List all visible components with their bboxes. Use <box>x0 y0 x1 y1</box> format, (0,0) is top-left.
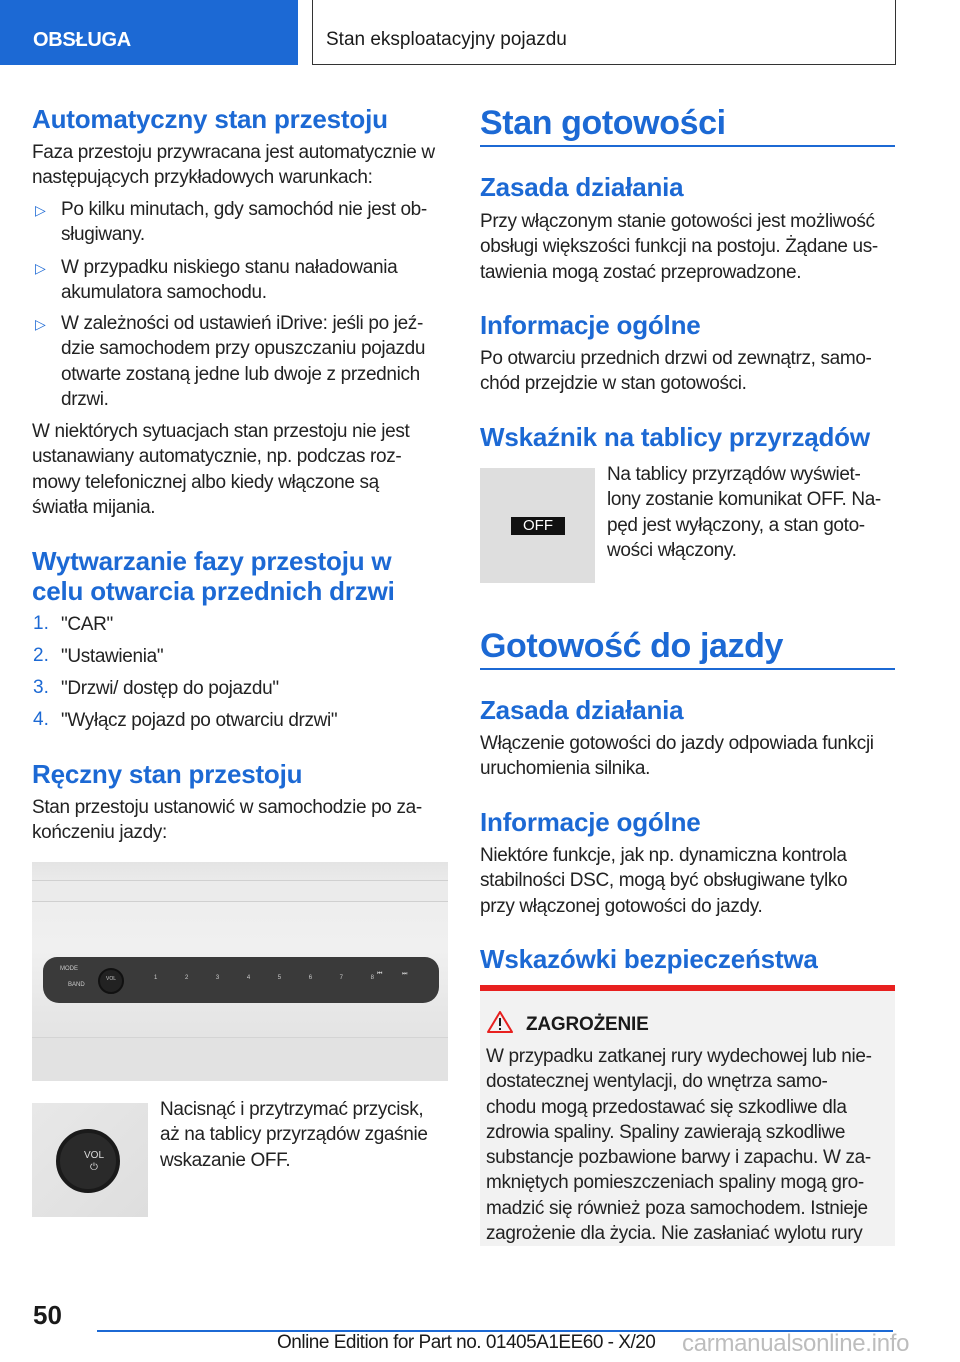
text-line: kończeniu jazdy: <box>32 822 167 844</box>
text-line: Po kilku minutach, gdy samochód nie jest ob- <box>61 199 427 220</box>
step-number: 2. <box>33 645 49 666</box>
preset-button: 5 <box>277 975 282 981</box>
heading-drive-ready: Gotowość do jazdy <box>480 627 784 665</box>
text-line: dzie samochodem przy opuszczaniu pojazdu <box>61 338 426 360</box>
text-line: zdrowia spaliny. Spaliny zawierają szkodliwe <box>486 1121 846 1143</box>
text-line: tawienia mogą zostać przeprowadzone. <box>480 261 802 283</box>
vol-label: VOL ⏻ <box>84 1150 105 1173</box>
text-line: chodu mogą przedostawać się szkodliwe dla <box>486 1096 847 1118</box>
text-line: Włączenie gotowości do jazdy odpowiada funkcji <box>480 733 874 754</box>
next-track-icon: ⏭ <box>402 971 408 977</box>
watermark: carmanualsonline.info <box>682 1330 910 1357</box>
text-line: W zależności od ustawień iDrive: jeśli po jeź- <box>61 313 423 334</box>
text-line: Po otwarciu przednich drzwi od zewnątrz, samo- <box>480 348 872 369</box>
text-line: Niektóre funkcje, jak np. dynamiczna kontrola <box>480 845 847 866</box>
heading-safety: Wskazówki bezpieczeństwa <box>480 944 818 974</box>
heading-door-standby <box>32 546 395 606</box>
preset-button: 3 <box>215 975 220 981</box>
section-tab <box>0 0 298 65</box>
text-line: madzić się również poza samochodem. Istnieje <box>486 1197 868 1219</box>
text-line: celu otwarcia przednich drzwi <box>32 576 395 606</box>
preset-button: 8 <box>370 975 374 981</box>
text-line: wości włączony. <box>607 539 737 561</box>
text-line: zagrożenie dla życia. Nie zasłaniać wylotu rury <box>486 1223 863 1245</box>
step-text: "Drzwi/ dostęp do pojazdu" <box>61 678 279 699</box>
para-some-situations <box>32 419 409 520</box>
preset-button: 6 <box>308 975 313 981</box>
bullet-item <box>61 197 427 248</box>
heading-standby: Stan gotowości <box>480 104 726 142</box>
text-line: substancje pozbawione barwy i zapachu. W za- <box>486 1147 871 1169</box>
text-line: stabilności DSC, mogą być obsługiwane tylko <box>480 870 848 892</box>
text-line: mowy telefonicznej albo kiedy włączone są <box>32 471 379 493</box>
preset-buttons <box>154 975 374 981</box>
text-line: światła mijania. <box>32 496 156 518</box>
chapter-title: Stan eksploatacyjny pojazdu <box>326 29 567 50</box>
warning-triangle-icon <box>487 1011 513 1033</box>
para-general <box>480 346 872 397</box>
bullet-icon: ▷ <box>35 260 46 276</box>
warning-title: ZAGROŻENIE <box>526 1014 649 1035</box>
step-number: 1. <box>33 613 49 634</box>
text-line: Przy włączonym stanie gotowości jest możliwość <box>480 211 875 232</box>
text-line: Stan przestoju ustanowić w samochodzie po za- <box>32 797 422 818</box>
mode-label: MODE <box>60 966 78 972</box>
heading-principle: Zasada działania <box>480 695 684 725</box>
step-number: 4. <box>33 709 49 730</box>
step-text: "CAR" <box>61 614 113 635</box>
text-line: Nacisnąć i przytrzymać przycisk, <box>160 1099 424 1120</box>
bullet-item <box>61 311 425 412</box>
band-label: BAND <box>68 982 85 988</box>
text-line: sługiwany. <box>61 224 145 246</box>
text-line: uruchomienia silnika. <box>480 758 651 780</box>
divider <box>480 145 895 147</box>
para-indicator <box>607 462 881 563</box>
text-line: chód przejdzie w stan gotowości. <box>480 373 747 395</box>
divider <box>480 668 895 670</box>
step-text: "Wyłącz pojazd po otwarciu drzwi" <box>61 710 338 731</box>
para-manual <box>32 795 422 846</box>
text-line: wskazanie OFF. <box>160 1149 291 1171</box>
text-line: lony zostanie komunikat OFF. Na- <box>607 489 881 511</box>
text-line: W przypadku niskiego stanu naładowania <box>61 257 398 278</box>
vol-button-image <box>32 1103 148 1217</box>
page-number: 50 <box>33 1300 62 1330</box>
text-line: aż na tablicy przyrządów zgaśnie <box>160 1124 428 1146</box>
heading-principle: Zasada działania <box>480 172 684 202</box>
text-line: Wytwarzanie fazy przestoju w <box>32 546 392 576</box>
preset-button: 2 <box>184 975 189 981</box>
step-number: 3. <box>33 677 49 698</box>
text-line: W przypadku zatkanej rury wydechowej lub nie- <box>486 1046 872 1067</box>
para-principle <box>480 731 874 782</box>
bullet-item <box>61 255 397 306</box>
text-line: W niektórych sytuacjach stan przestoju nie jest <box>32 421 410 442</box>
bullet-icon: ▷ <box>35 202 46 218</box>
text-line: obsługi większości funkcji na postoju. Żądane us- <box>480 236 878 258</box>
text-line: następujących przykładowych warunkach: <box>32 167 373 189</box>
heading-general: Informacje ogólne <box>480 807 701 837</box>
control-panel-image <box>32 862 448 1081</box>
text-line: drzwi. <box>61 388 109 410</box>
text-line: mkniętych pomieszczeniach spaliny mogą gro- <box>486 1172 864 1194</box>
preset-button: 4 <box>246 975 251 981</box>
text-line: Faza przestoju przywracana jest automatycznie w <box>32 142 435 163</box>
bullet-icon: ▷ <box>35 316 46 332</box>
off-badge: OFF <box>511 517 565 535</box>
text-line: Na tablicy przyrządów wyświet- <box>607 464 861 485</box>
heading-general: Informacje ogólne <box>480 310 701 340</box>
section-title: OBSŁUGA <box>33 29 131 51</box>
prev-track-icon: ⏮ <box>377 971 383 977</box>
heading-manual-standby: Ręczny stan przestoju <box>32 759 303 789</box>
preset-button: 1 <box>154 975 158 981</box>
text-line: pęd jest wyłączony, a stan goto- <box>607 514 865 536</box>
para-general <box>480 843 847 919</box>
text-line: otwarte zostaną jedne lub dwoje z przednich <box>61 363 420 385</box>
warning-text <box>486 1044 872 1246</box>
para-press <box>160 1097 428 1173</box>
off-indicator-image <box>480 468 595 583</box>
chapter-header <box>312 0 896 65</box>
edition-text: Online Edition for Part no. 01405A1EE60 - X/20 <box>277 1332 656 1353</box>
vol-knob: VOL <box>98 968 124 994</box>
text-line: akumulatora samochodu. <box>61 282 267 304</box>
step-text: "Ustawienia" <box>61 646 164 667</box>
heading-auto-standby: Automatyczny stan przestoju <box>32 104 388 134</box>
text-line: ustanawiany automatycznie, np. podczas roz- <box>32 446 402 468</box>
preset-button: 7 <box>339 975 343 981</box>
heading-indicator: Wskaźnik na tablicy przyrządów <box>480 422 870 452</box>
para-principle <box>480 209 878 285</box>
text-line: przy włączonej gotowości do jazdy. <box>480 895 763 917</box>
text-line: dostatecznej wentylacji, do wnętrza samo- <box>486 1071 828 1093</box>
para-auto <box>32 140 435 191</box>
